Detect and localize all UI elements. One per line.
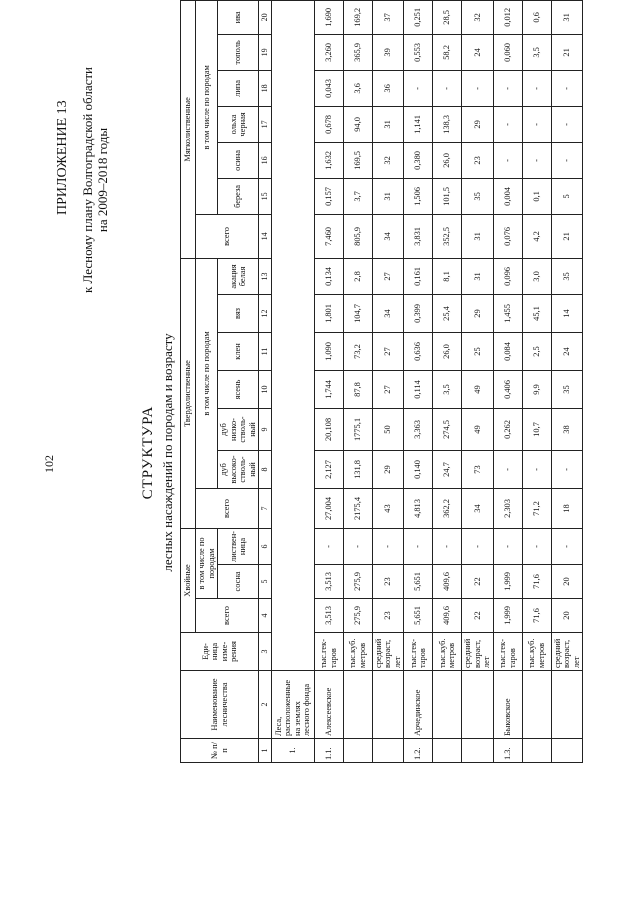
column-number: 5 (259, 565, 272, 599)
table-cell: 2,127 (314, 451, 343, 489)
table-cell: 26,0 (433, 142, 462, 178)
table-cell: - (404, 70, 433, 106)
header-larch: листвен- ница (218, 529, 259, 565)
column-number: 7 (259, 489, 272, 529)
table-cell: 0,140 (404, 451, 433, 489)
table-cell: 34 (372, 295, 404, 333)
table-cell: 3,513 (314, 599, 343, 633)
header-hardwood: Твердолиственные (181, 258, 196, 528)
header-softwood-total: всего (196, 214, 259, 258)
table-cell: 27 (372, 258, 404, 294)
forestry-name (522, 671, 551, 739)
header-ash: ясень (218, 371, 259, 409)
column-number: 11 (259, 333, 272, 371)
table-cell: - (493, 142, 522, 178)
table-cell: 805,9 (343, 214, 372, 258)
column-number: 14 (259, 214, 272, 258)
header-coniferous-species: в том числе по породам (196, 529, 218, 599)
row-num (551, 739, 583, 763)
table-cell: 36 (372, 70, 404, 106)
table-cell: 8,1 (433, 258, 462, 294)
table-cell: 3,513 (314, 565, 343, 599)
table-cell: 25 (462, 333, 494, 371)
table-cell: 3,0 (522, 258, 551, 294)
row-num (433, 739, 462, 763)
table-cell: 26,0 (433, 333, 462, 371)
table-cell: 24 (551, 333, 583, 371)
table-cell: 58,2 (433, 34, 462, 70)
table-cell: 3,6 (343, 70, 372, 106)
table-cell: - (314, 529, 343, 565)
table-cell: 1,632 (314, 142, 343, 178)
table-cell: 5,651 (404, 599, 433, 633)
table-cell: 104,7 (343, 295, 372, 333)
table-cell: 20 (551, 565, 583, 599)
unit: средний возраст, лет (372, 633, 404, 671)
table-cell: - (372, 529, 404, 565)
unit: тыс.куб. метров (343, 633, 372, 671)
table-cell: 23 (462, 142, 494, 178)
table-cell: 73 (462, 451, 494, 489)
table-cell: 0,1 (522, 178, 551, 214)
column-number: 17 (259, 106, 272, 142)
table-cell: 0,134 (314, 258, 343, 294)
page-number: 102 (42, 455, 56, 473)
table-cell: 1,090 (314, 333, 343, 371)
table-row (343, 0, 372, 762)
unit: тыс.гек- таров (404, 633, 433, 671)
header-aspen: осина (218, 142, 259, 178)
table-cell: 138,3 (433, 106, 462, 142)
table-cell: 0,399 (404, 295, 433, 333)
header-oak-high: дуб высоко- стволь- ный (218, 451, 259, 489)
table-cell: 274,5 (433, 409, 462, 451)
header-alder: ольха черная (218, 106, 259, 142)
appendix-line2: на 2009–2018 годы (95, 127, 110, 233)
table-cell: - (551, 70, 583, 106)
table-cell: 9,9 (522, 371, 551, 409)
table-cell: 25,4 (433, 295, 462, 333)
header-maple: клен (218, 333, 259, 371)
table-cell: 45,1 (522, 295, 551, 333)
table-cell: 0,012 (493, 0, 522, 34)
table-cell: - (433, 70, 462, 106)
row-num (343, 739, 372, 763)
table-cell: 29 (462, 295, 494, 333)
table-cell: 71,6 (522, 599, 551, 633)
table-cell: 2,8 (343, 258, 372, 294)
table-cell: 0,043 (314, 70, 343, 106)
table-cell: 169,2 (343, 0, 372, 34)
table-cell: 275,9 (343, 599, 372, 633)
forestry-name (433, 671, 462, 739)
table-cell: 32 (462, 0, 494, 34)
table-cell: 18 (551, 489, 583, 529)
unit: тыс.куб. метров (433, 633, 462, 671)
table-row (404, 0, 433, 762)
table-cell: 73,2 (343, 333, 372, 371)
column-number-row (259, 0, 272, 762)
table-cell: 49 (462, 409, 494, 451)
table-cell: 0,060 (493, 34, 522, 70)
table-cell: 31 (372, 106, 404, 142)
table-cell: 20 (551, 599, 583, 633)
table-cell: 29 (372, 451, 404, 489)
table-cell: 24 (462, 34, 494, 70)
table-cell: 32 (372, 142, 404, 178)
table-cell: 39 (372, 34, 404, 70)
forestry-name (372, 671, 404, 739)
table-cell: 87,8 (343, 371, 372, 409)
table-cell: 362,2 (433, 489, 462, 529)
section-label: Леса, расположенные на землях лесного фонда (271, 671, 314, 739)
appendix-subtitle (80, 15, 110, 345)
header-coniferous-total: всего (196, 599, 259, 633)
table-cell: - (551, 106, 583, 142)
header-poplar: тополь (218, 34, 259, 70)
table-cell: - (404, 529, 433, 565)
table-cell: 0,114 (404, 371, 433, 409)
table-cell: 0,553 (404, 34, 433, 70)
table-cell: - (522, 142, 551, 178)
table-row (462, 0, 494, 762)
appendix-line1: к Лесному плану Волгоградской области (80, 66, 95, 294)
table-cell: 0,380 (404, 142, 433, 178)
table-cell: 169,5 (343, 142, 372, 178)
column-number: 12 (259, 295, 272, 333)
table-cell: - (433, 529, 462, 565)
column-number: 16 (259, 142, 272, 178)
table-cell: 22 (462, 599, 494, 633)
unit: тыс.гек- таров (493, 633, 522, 671)
table-row (493, 0, 522, 762)
table-cell: 14 (551, 295, 583, 333)
forestry-name: Алексеевское (314, 671, 343, 739)
row-num (462, 739, 494, 763)
table-cell: - (462, 70, 494, 106)
table-cell: - (493, 70, 522, 106)
table-cell: - (522, 529, 551, 565)
table-cell: 3,831 (404, 214, 433, 258)
header-num: № п/п (181, 739, 259, 763)
table-cell: 31 (372, 178, 404, 214)
table-cell: 5,651 (404, 565, 433, 599)
table-cell: 352,5 (433, 214, 462, 258)
table-cell: 1,506 (404, 178, 433, 214)
table-cell: 2175,4 (343, 489, 372, 529)
table-cell: 1,690 (314, 0, 343, 34)
header-softwood: Мягколиственные (181, 0, 196, 258)
table-cell: 34 (372, 214, 404, 258)
table-cell: 3,260 (314, 34, 343, 70)
table-cell: 31 (551, 0, 583, 34)
table-cell: 38 (551, 409, 583, 451)
table-cell: 2,303 (493, 489, 522, 529)
table-cell: 10,7 (522, 409, 551, 451)
table-cell: 0,084 (493, 333, 522, 371)
table-cell: - (493, 451, 522, 489)
table-cell: 31 (462, 258, 494, 294)
table-cell: 94,0 (343, 106, 372, 142)
table-cell: 35 (462, 178, 494, 214)
table-cell: 22 (462, 565, 494, 599)
header-hardwood-species: в том числе по породам (196, 258, 218, 488)
table-cell: 1,141 (404, 106, 433, 142)
row-num: 1.2. (404, 739, 433, 763)
column-number: 10 (259, 371, 272, 409)
table-cell: - (522, 106, 551, 142)
table-cell: 1775,1 (343, 409, 372, 451)
row-num (372, 739, 404, 763)
table-cell: 4,2 (522, 214, 551, 258)
table-cell: 2,5 (522, 333, 551, 371)
unit: тыс.куб. метров (522, 633, 551, 671)
species-age-table (180, 0, 583, 763)
column-number: 20 (259, 0, 272, 34)
header-acacia: акация белая (218, 258, 259, 294)
table-cell: 3,363 (404, 409, 433, 451)
table-cell: - (522, 70, 551, 106)
section-num: 1. (271, 739, 314, 763)
table-cell: 275,9 (343, 565, 372, 599)
header-birch: береза (218, 178, 259, 214)
table-cell: 1,999 (493, 599, 522, 633)
structure-title: СТРУКТУРА (140, 405, 156, 500)
structure-subtitle: лесных насаждений по породам и возрасту (160, 333, 175, 572)
table-cell: 71,2 (522, 489, 551, 529)
appendix-title: ПРИЛОЖЕНИЕ 13 (55, 100, 70, 215)
section-row (271, 0, 314, 762)
table-row (551, 0, 583, 762)
table-cell: 34 (462, 489, 494, 529)
table-cell: 5 (551, 178, 583, 214)
table-cell: 20,108 (314, 409, 343, 451)
section-empty (271, 0, 314, 670)
column-number: 8 (259, 451, 272, 489)
table-cell: 0,096 (493, 258, 522, 294)
table-cell: 1,744 (314, 371, 343, 409)
forestry-name: Арчединское (404, 671, 433, 739)
row-num: 1.3. (493, 739, 522, 763)
table-cell: - (551, 142, 583, 178)
table-row (314, 0, 343, 762)
table-cell: - (522, 451, 551, 489)
table-cell: 0,251 (404, 0, 433, 34)
table-row (522, 0, 551, 762)
table-cell: - (551, 451, 583, 489)
table-cell: 0,004 (493, 178, 522, 214)
column-number: 1 (259, 739, 272, 763)
column-number: 6 (259, 529, 272, 565)
table-cell: 3,5 (522, 34, 551, 70)
row-num (522, 739, 551, 763)
header-hardwood-total: всего (196, 489, 259, 529)
table-cell: 0,262 (493, 409, 522, 451)
header-oak-low: дуб низко- стволь- ный (218, 409, 259, 451)
table-row (372, 0, 404, 762)
unit: средний возраст, лет (551, 633, 583, 671)
table-cell: 365,9 (343, 34, 372, 70)
table-cell: 0,161 (404, 258, 433, 294)
table-cell: 409,6 (433, 599, 462, 633)
column-number: 3 (259, 633, 272, 671)
column-number: 4 (259, 599, 272, 633)
unit: средний возраст, лет (462, 633, 494, 671)
table-cell: 27 (372, 333, 404, 371)
table-cell: 3,7 (343, 178, 372, 214)
forestry-name: Быковское (493, 671, 522, 739)
table-cell: 23 (372, 565, 404, 599)
header-elm: вяз (218, 295, 259, 333)
column-number: 15 (259, 178, 272, 214)
table-cell: 7,460 (314, 214, 343, 258)
table-cell: 101,5 (433, 178, 462, 214)
column-number: 13 (259, 258, 272, 294)
table-cell: 409,6 (433, 565, 462, 599)
unit: тыс.гек- таров (314, 633, 343, 671)
table-cell: - (462, 529, 494, 565)
table-cell: 21 (551, 34, 583, 70)
table-cell: 1,801 (314, 295, 343, 333)
table-cell: 27 (372, 371, 404, 409)
header-pine: сосна (218, 565, 259, 599)
table-cell: 0,678 (314, 106, 343, 142)
table-cell: 35 (551, 258, 583, 294)
forestry-name (551, 671, 583, 739)
table-cell: 0,076 (493, 214, 522, 258)
table-cell: 131,8 (343, 451, 372, 489)
table-cell: 23 (372, 599, 404, 633)
table-cell: - (551, 529, 583, 565)
table-cell: - (343, 529, 372, 565)
table-cell: - (493, 106, 522, 142)
table-cell: 43 (372, 489, 404, 529)
table-cell: 35 (551, 371, 583, 409)
table-cell: 71,6 (522, 565, 551, 599)
header-softwood-species: в том числе по породам (196, 0, 218, 214)
table-cell: 21 (551, 214, 583, 258)
table-cell: - (493, 529, 522, 565)
column-number: 9 (259, 409, 272, 451)
table-cell: 37 (372, 0, 404, 34)
table-cell: 0,636 (404, 333, 433, 371)
table-cell: 4,813 (404, 489, 433, 529)
table-cell: 0,157 (314, 178, 343, 214)
table-cell: 28,5 (433, 0, 462, 34)
table-cell: 3,5 (433, 371, 462, 409)
table-cell: 31 (462, 214, 494, 258)
table-cell: 1,455 (493, 295, 522, 333)
column-number: 19 (259, 34, 272, 70)
table-cell: 1,999 (493, 565, 522, 599)
table-cell: 49 (462, 371, 494, 409)
table-cell: 29 (462, 106, 494, 142)
header-coniferous: Хвойные (181, 529, 196, 633)
forestry-name (343, 671, 372, 739)
column-number: 2 (259, 671, 272, 739)
header-linden: липа (218, 70, 259, 106)
table-cell: 0,6 (522, 0, 551, 34)
table-cell: 50 (372, 409, 404, 451)
column-number: 18 (259, 70, 272, 106)
table-cell: 0,406 (493, 371, 522, 409)
table-cell: 24,7 (433, 451, 462, 489)
forestry-name (462, 671, 494, 739)
header-unit: Еди- ница изме- рения (181, 633, 259, 671)
row-num: 1.1. (314, 739, 343, 763)
table-cell: 27,004 (314, 489, 343, 529)
header-willow: ива (218, 0, 259, 34)
table-row (433, 0, 462, 762)
header-name: Наименование лесничества (181, 671, 259, 739)
